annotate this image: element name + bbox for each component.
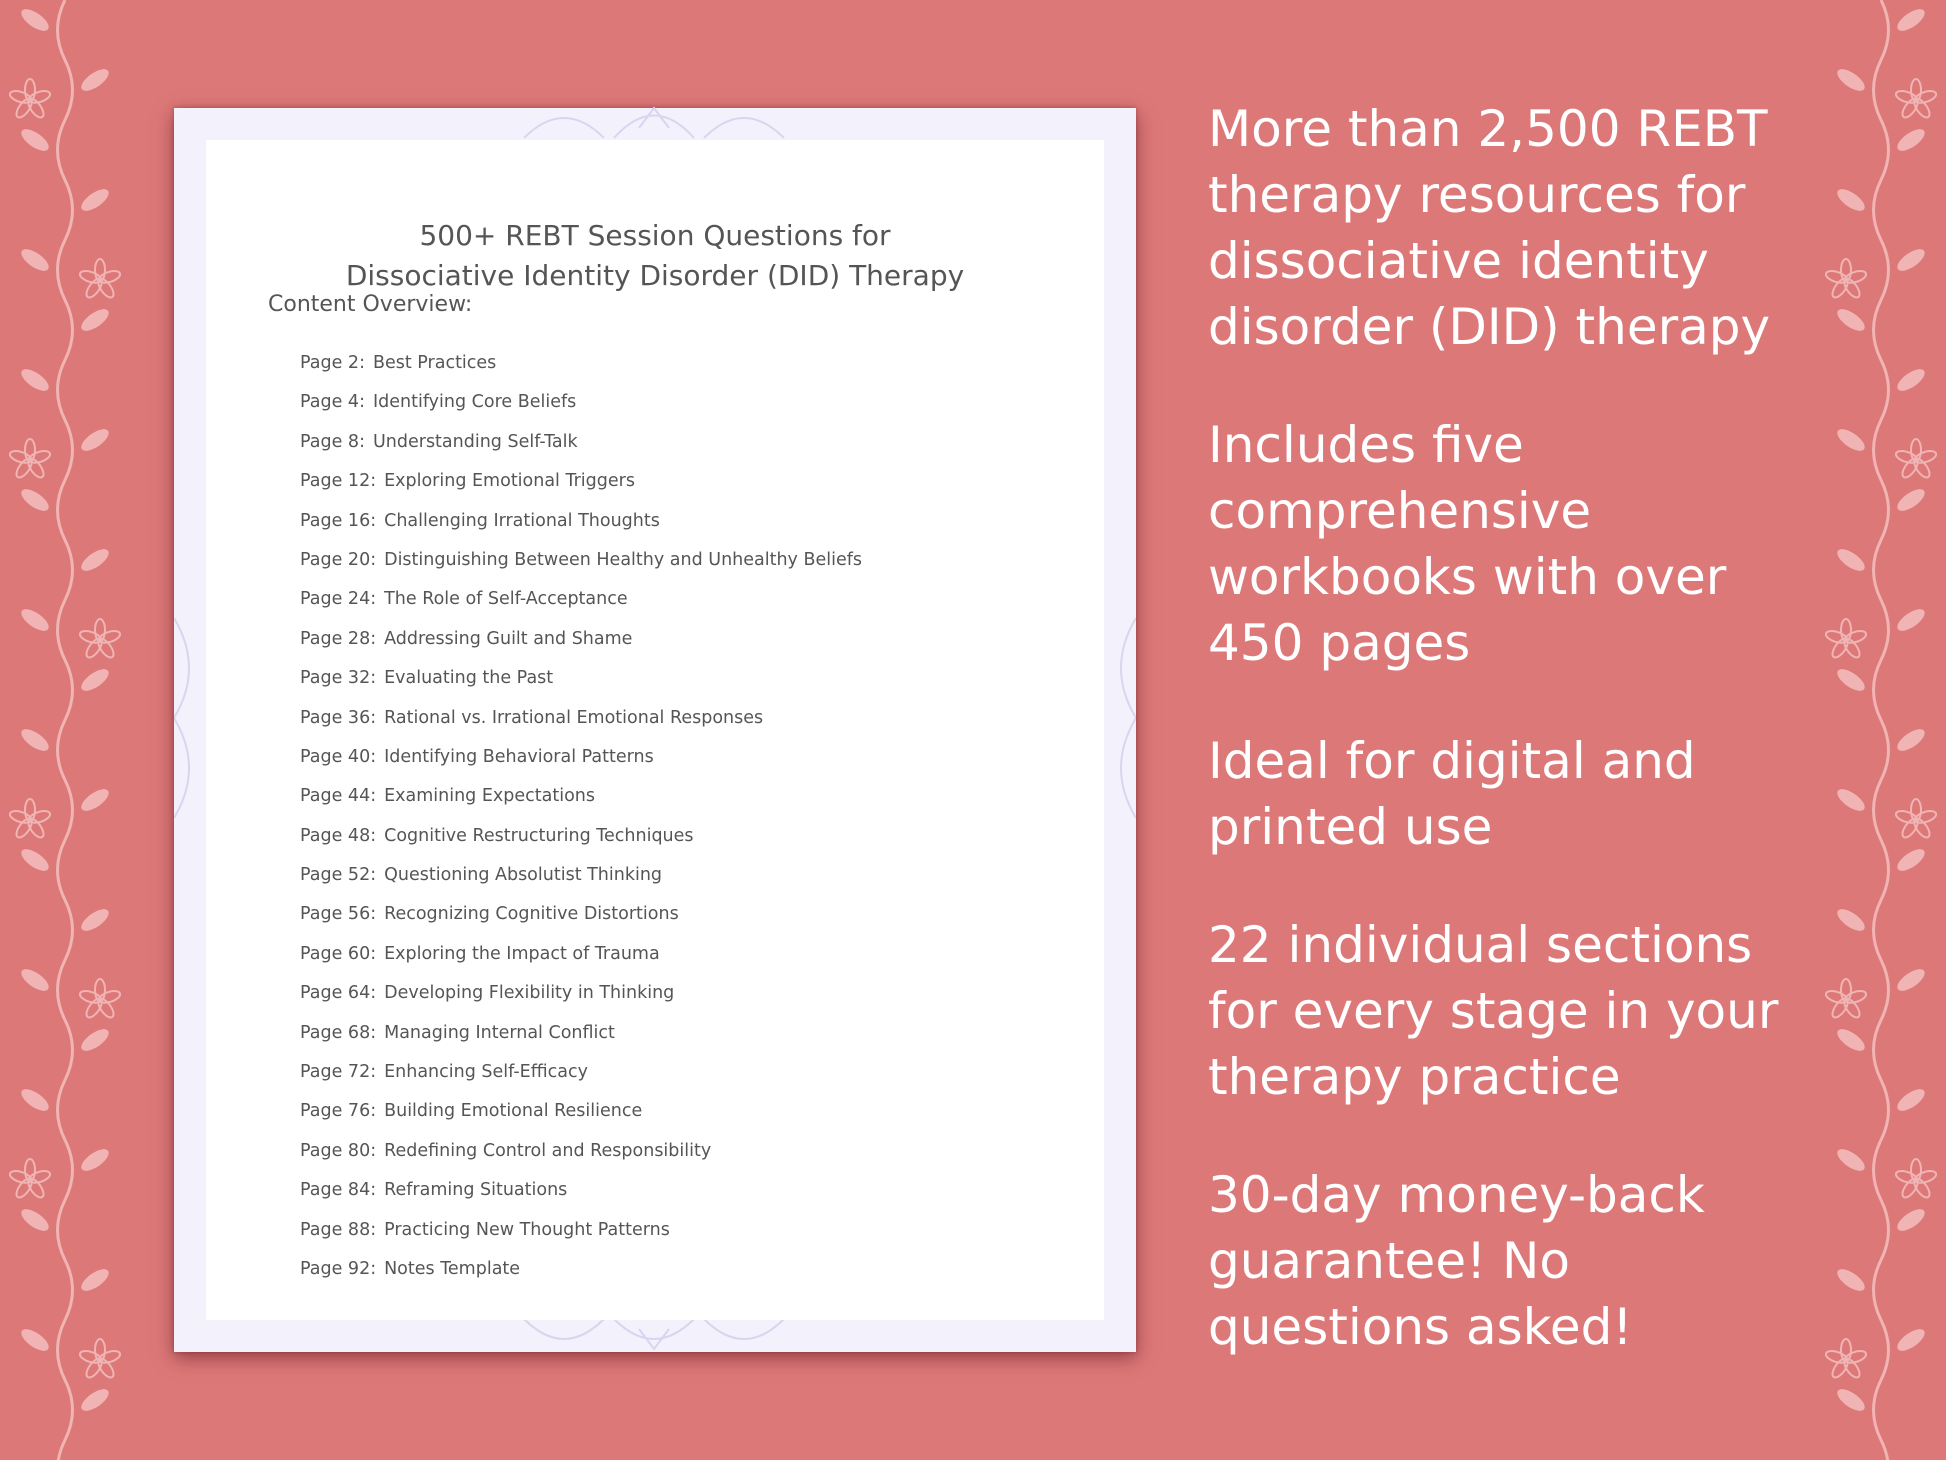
toc-page-number: Page 12: xyxy=(300,471,377,492)
toc-page-number: Page 72: xyxy=(300,1062,377,1083)
toc-item xyxy=(300,344,862,383)
toc-label: Practicing New Thought Patterns xyxy=(384,1219,670,1240)
toc-item xyxy=(300,1250,862,1289)
toc-label: Developing Flexibility in Thinking xyxy=(384,983,675,1004)
feature-text xyxy=(1208,728,1818,860)
toc-item xyxy=(300,541,862,580)
toc-item xyxy=(300,935,862,974)
feature-line: 450 pages xyxy=(1208,614,1471,672)
feature-line: therapy practice xyxy=(1208,1048,1621,1106)
toc-item xyxy=(300,699,862,738)
toc-page-number: Page 44: xyxy=(300,786,377,807)
toc-item xyxy=(300,620,862,659)
feature-line: guarantee! No xyxy=(1208,1232,1571,1290)
document-title xyxy=(206,216,1104,296)
toc-label: Notes Template xyxy=(384,1258,521,1279)
feature-line: workbooks with over xyxy=(1208,548,1727,606)
toc-label: Evaluating the Past xyxy=(384,668,554,689)
document-preview xyxy=(174,108,1136,1352)
toc-label: Exploring Emotional Triggers xyxy=(384,471,635,492)
feature-line: therapy resources for xyxy=(1208,166,1746,224)
toc-item xyxy=(300,1092,862,1131)
feature-line: printed use xyxy=(1208,798,1493,856)
toc-page-number: Page 28: xyxy=(300,628,377,649)
toc-item xyxy=(300,817,862,856)
mandala-left-icon xyxy=(174,608,206,828)
toc-page-number: Page 2: xyxy=(300,353,365,373)
feature-text xyxy=(1208,412,1818,676)
toc-page-number: Page 32: xyxy=(300,668,377,689)
feature-line: Ideal for digital and xyxy=(1208,732,1696,790)
feature-line: 22 individual sections xyxy=(1208,916,1753,974)
document-title-line-2: Dissociative Identity Disorder (DID) Therapy xyxy=(345,259,965,292)
feature-line: comprehensive xyxy=(1208,482,1592,540)
feature-line: More than 2,500 REBT xyxy=(1208,100,1768,158)
toc-item xyxy=(300,580,862,619)
toc-label: Distinguishing Between Healthy and Unhealthy Beliefs xyxy=(384,549,863,570)
toc-item xyxy=(300,383,862,422)
toc-label: Rational vs. Irrational Emotional Responses xyxy=(384,707,764,728)
toc-item xyxy=(300,738,862,777)
toc-page-number: Page 76: xyxy=(300,1101,377,1122)
floral-vine-left-icon xyxy=(0,0,130,1460)
toc-page-number: Page 92: xyxy=(300,1258,377,1279)
toc-page-number: Page 48: xyxy=(300,825,377,846)
toc-page-number: Page 88: xyxy=(300,1219,377,1240)
toc-page-number: Page 68: xyxy=(300,1022,377,1043)
toc-label: Recognizing Cognitive Distortions xyxy=(384,904,679,925)
toc-item xyxy=(300,974,862,1013)
toc-page-number: Page 16: xyxy=(300,510,377,531)
toc-label: The Role of Self-Acceptance xyxy=(384,589,628,610)
toc-page-number: Page 40: xyxy=(300,746,377,767)
toc-item xyxy=(300,1014,862,1053)
mandala-bottom-icon xyxy=(504,1314,804,1354)
toc-page-number: Page 8: xyxy=(300,431,365,452)
toc-page-number: Page 64: xyxy=(300,983,377,1004)
mandala-right-icon xyxy=(1104,608,1136,828)
table-of-contents xyxy=(300,344,862,1289)
toc-item xyxy=(300,423,862,462)
toc-label: Cognitive Restructuring Techniques xyxy=(384,825,694,846)
toc-label: Questioning Absolutist Thinking xyxy=(384,865,663,886)
toc-label: Redefining Control and Responsibility xyxy=(384,1140,712,1161)
toc-item xyxy=(300,1132,862,1171)
toc-label: Enhancing Self-Efficacy xyxy=(384,1062,588,1083)
toc-page-number: Page 80: xyxy=(300,1140,377,1161)
feature-list xyxy=(1208,96,1818,1412)
feature-line: disorder (DID) therapy xyxy=(1208,298,1771,356)
toc-label: Challenging Irrational Thoughts xyxy=(384,510,660,531)
content-overview-label: Content Overview: xyxy=(268,292,473,317)
feature-line: questions asked! xyxy=(1208,1298,1633,1356)
toc-label: Addressing Guilt and Shame xyxy=(384,628,633,649)
toc-page-number: Page 60: xyxy=(300,943,377,964)
toc-label: Identifying Core Beliefs xyxy=(372,392,577,413)
toc-item xyxy=(300,1211,862,1250)
floral-vine-right-icon xyxy=(1816,0,1946,1460)
toc-item xyxy=(300,462,862,501)
feature-line: Includes five xyxy=(1208,416,1524,474)
feature-line: for every stage in your xyxy=(1208,982,1779,1040)
toc-label: Understanding Self-Talk xyxy=(372,431,578,452)
toc-label: Building Emotional Resilience xyxy=(384,1101,643,1122)
toc-item xyxy=(300,777,862,816)
toc-page-number: Page 56: xyxy=(300,904,377,925)
toc-page-number: Page 52: xyxy=(300,865,377,886)
feature-line: 30-day money-back xyxy=(1208,1166,1705,1224)
toc-page-number: Page 20: xyxy=(300,549,377,570)
toc-page-number: Page 24: xyxy=(300,589,377,610)
toc-item xyxy=(300,502,862,541)
feature-text xyxy=(1208,1162,1818,1360)
toc-label: Managing Internal Conflict xyxy=(384,1022,615,1043)
document-page xyxy=(206,140,1104,1320)
toc-item xyxy=(300,659,862,698)
toc-item xyxy=(300,1053,862,1092)
toc-page-number: Page 36: xyxy=(300,707,377,728)
toc-label: Reframing Situations xyxy=(384,1180,568,1201)
feature-line: dissociative identity xyxy=(1208,232,1709,290)
document-title-line-1: 500+ REBT Session Questions for xyxy=(419,219,891,252)
toc-label: Examining Expectations xyxy=(384,786,595,807)
toc-item xyxy=(300,895,862,934)
feature-text xyxy=(1208,96,1818,360)
toc-label: Exploring the Impact of Trauma xyxy=(384,943,660,964)
feature-text xyxy=(1208,912,1818,1110)
toc-page-number: Page 84: xyxy=(300,1180,377,1201)
toc-label: Identifying Behavioral Patterns xyxy=(384,746,654,767)
toc-item xyxy=(300,1171,862,1210)
toc-item xyxy=(300,856,862,895)
toc-page-number: Page 4: xyxy=(300,392,365,413)
toc-label: Best Practices xyxy=(372,353,497,373)
